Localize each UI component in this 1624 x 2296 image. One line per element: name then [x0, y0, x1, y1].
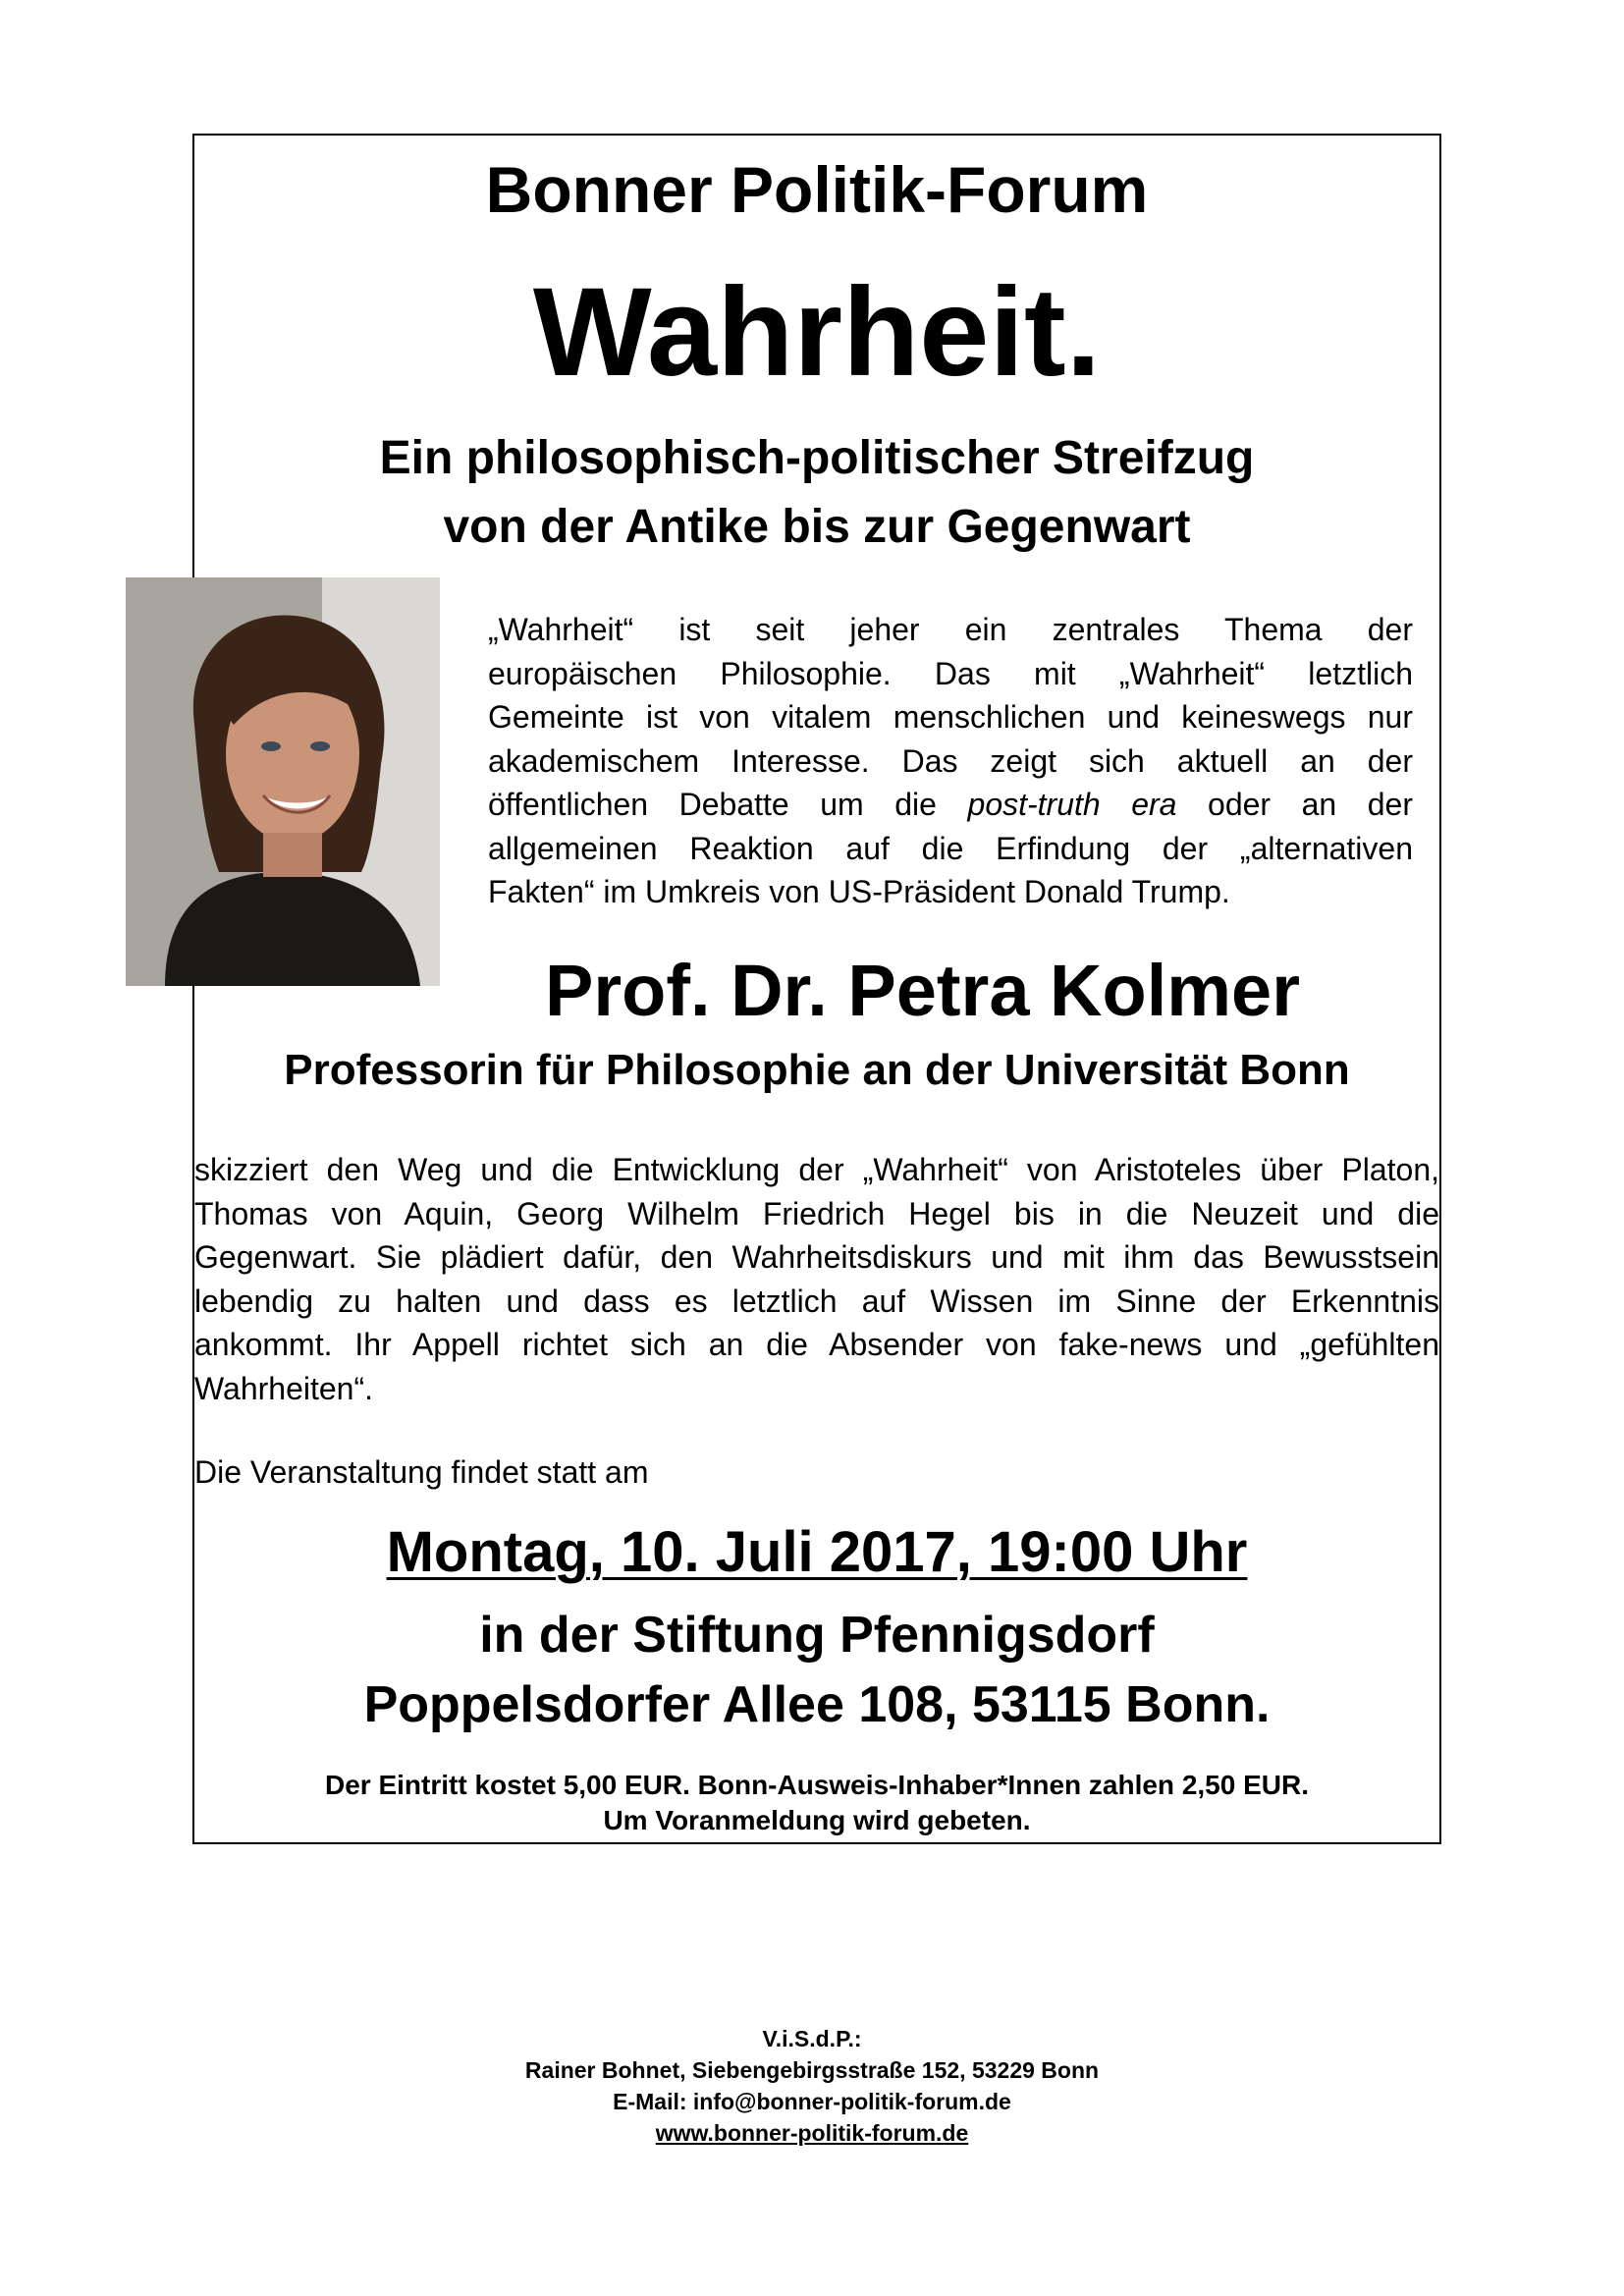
- subtitle-line-1: Ein philosophisch-politischer Streifzug: [379, 432, 1255, 484]
- event-intro: Die Veranstaltung findet statt am: [194, 1454, 649, 1490]
- event-date: Montag, 10. Juli 2017, 19:00 Uhr: [386, 1520, 1248, 1584]
- intro-line: öffentlichen Debatte um die post-truth era oder an der: [488, 787, 1414, 822]
- speaker-name: Prof. Dr. Petra Kolmer: [545, 950, 1301, 1031]
- page-title: Wahrheit.: [532, 262, 1102, 403]
- description-line: Gegenwart. Sie plädiert dafür, den Wahrheitsdiskurs und mit ihm das Bewusstsein: [194, 1239, 1439, 1275]
- fee-text: Der Eintritt kostet 5,00 EUR. Bonn-Ausweis-Inhaber*Innen zahlen 2,50 EUR.: [325, 1770, 1309, 1800]
- imprint-address: Rainer Bohnet, Siebengebirgsstraße 152, 53229 Bonn: [524, 2057, 1100, 2083]
- organization-title: Bonner Politik-Forum: [485, 153, 1149, 226]
- description-line: Wahrheiten“.: [194, 1370, 373, 1406]
- emphasis-text: post-truth era: [967, 787, 1177, 822]
- intro-line: Fakten“ im Umkreis von US-Präsident Donald Trump.: [488, 874, 1230, 909]
- intro-paragraph: [488, 608, 1413, 914]
- imprint-email[interactable]: E-Mail: info@bonner-politik-forum.de: [613, 2089, 1011, 2114]
- event-venue: in der Stiftung Pfennigsdorf: [479, 1607, 1155, 1664]
- speaker-photo: [126, 577, 440, 986]
- imprint-label: V.i.S.d.P.:: [762, 2026, 862, 2051]
- intro-line: Gemeinte ist von vitalem menschlichen und keineswegs nur: [488, 699, 1413, 735]
- description-line: ankommt. Ihr Appell richtet sich an die Absender von fake-news und „gefühlten: [194, 1327, 1439, 1362]
- imprint: [0, 2023, 1624, 2149]
- speaker-role: Professorin für Philosophie an der Universität Bonn: [284, 1046, 1350, 1094]
- intro-line: allgemeinen Reaktion auf die Erfindung der „alternativen: [488, 830, 1413, 866]
- intro-line: akademischem Interesse. Das zeigt sich aktuell an der: [488, 742, 1413, 779]
- fee-info: [192, 1768, 1441, 1838]
- description-line: Thomas von Aquin, Georg Wilhelm Friedrich Hegel bis in die Neuzeit und die: [194, 1195, 1439, 1231]
- registration-text: Um Voranmeldung wird gebeten.: [603, 1805, 1031, 1835]
- description-line: skizziert den Weg und die Entwicklung der „Wahrheit“ von Aristoteles über Platon,: [194, 1152, 1439, 1187]
- description-line: lebendig zu halten und dass es letztlich auf Wissen im Sinne der Erkenntnis: [194, 1283, 1439, 1319]
- subtitle-line-2: von der Antike bis zur Gegenwart: [443, 501, 1191, 553]
- subtitle: [192, 424, 1441, 562]
- description-paragraph: [194, 1148, 1439, 1410]
- intro-line: europäischen Philosophie. Das mit „Wahrheit“ letztlich: [488, 655, 1413, 691]
- website-link[interactable]: www.bonner-politik-forum.de: [655, 2120, 969, 2146]
- intro-line: „Wahrheit“ ist seit jeher ein zentrales Thema der: [488, 612, 1413, 647]
- event-address: Poppelsdorfer Allee 108, 53115 Bonn.: [363, 1676, 1271, 1733]
